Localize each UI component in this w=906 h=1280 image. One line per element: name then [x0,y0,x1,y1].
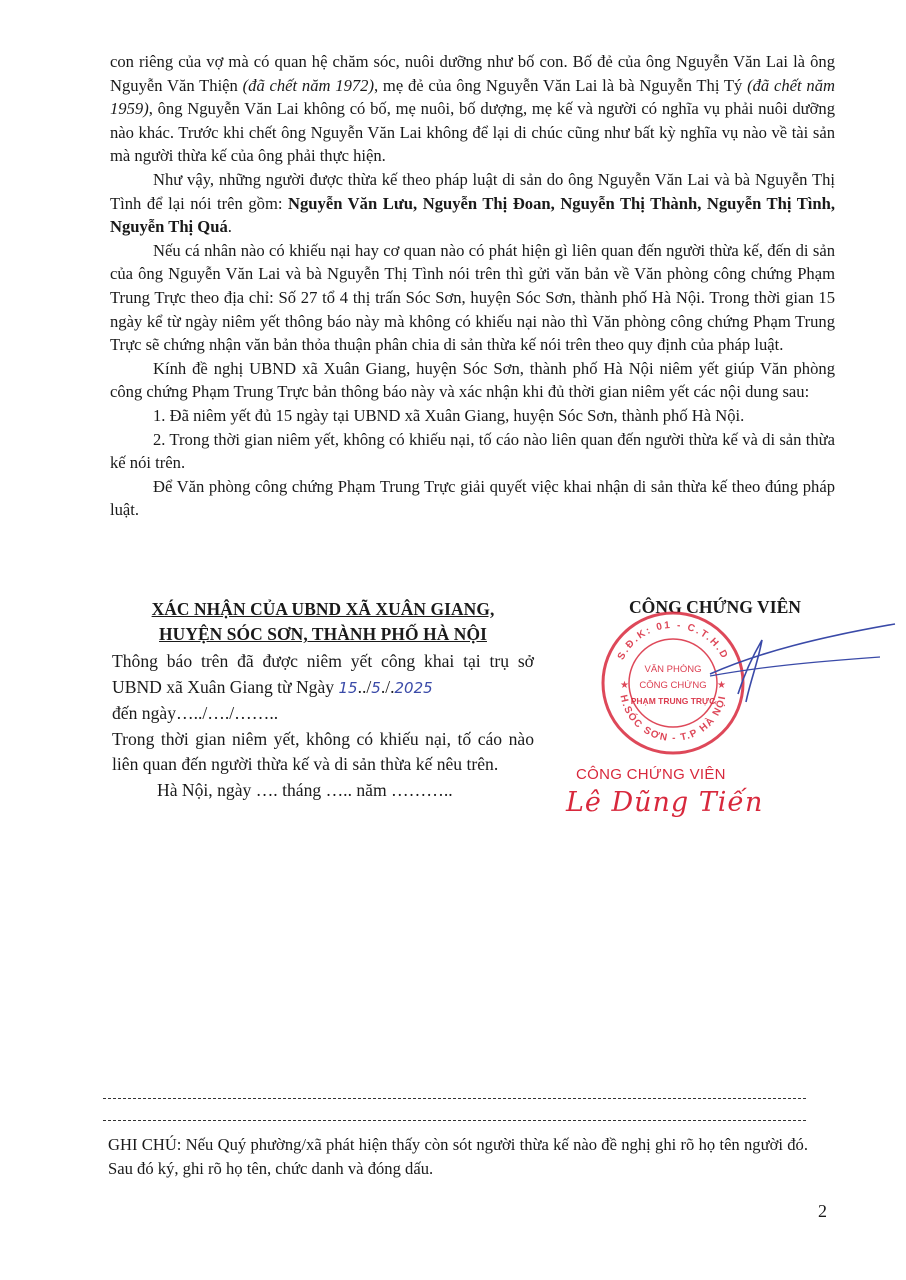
stamp-bottom-text: H.SÓC SƠN - T.P HÀ NỘI [617,693,729,745]
para2-end: . [227,217,232,237]
date-sep-1: ../ [357,676,372,697]
confirmation-no-complaint: Trong thời gian niêm yết, không có khiếu nại, tố cáo nào liên quan đến người thừa kế và di sản thừa kế nêu trên. [112,728,534,774]
stamp-notary-label: CÔNG CHỨNG VIÊN [576,766,726,783]
paragraph-closing: Để Văn phòng công chứng Phạm Trung Trực giải quyết việc khai nhận di sản thừa kế theo đúng pháp luật. [110,476,835,520]
confirmation-heading-line2: HUYỆN SÓC SƠN, THÀNH PHỐ HÀ NỘI [159,624,487,644]
stamp-line-1: VĂN PHÒNG [644,664,702,675]
page-number: 2 [818,1201,827,1221]
paragraph-family [110,50,835,168]
stamp-line-3: PHẠM TRUNG TRỰC [630,696,716,706]
para1-text-c: , mẹ đẻ của ông Nguyễn Văn Lai là bà Nguyễn Thị Tý [374,75,748,95]
confirmation-posted-text: Thông báo trên đã được niêm yết công khai tại trụ sở UBND xã Xuân Giang từ Ngày [112,651,534,697]
handwritten-year: 2025 [394,678,433,697]
para2-text: Như vậy, những người được thừa kế theo pháp luật di sản do ông Nguyễn Văn Lai và bà Nguyễn Thị Tình để lại nói trên gồm: [110,169,835,213]
svg-text:★: ★ [717,680,726,691]
confirmation-date-line: Hà Nội, ngày …. tháng ….. năm ……….. [157,779,453,800]
body-text [110,50,835,522]
separator-line-2 [103,1120,806,1121]
heirs-list: Nguyễn Văn Lưu, Nguyễn Thị Đoan, Nguyễn Thị Thành, Nguyễn Thị Tình, Nguyễn Thị Quá [110,193,835,237]
svg-text:★: ★ [620,680,629,691]
request-item-2: 2. Trong thời gian niêm yết, không có khiếu nại, tố cáo nào liên quan đến người thừa kế và di sản thừa kế nói trên. [110,429,835,473]
paragraph-request: Kính đề nghị UBND xã Xuân Giang, huyện Sóc Sơn, thành phố Hà Nội niêm yết giúp Văn phòng công chứng Phạm Trung Trực bản thông báo này và xác nhận khi đủ thời gian niêm yết các nội dung sau: [110,358,835,402]
handwritten-day: 15 [338,678,358,697]
notary-title: CÔNG CHỨNG VIÊN [628,597,802,617]
date-sep-2: ./. [380,676,395,697]
confirmation-end-date: đến ngày…../…./…….. [112,703,279,723]
notary-signature-name: Lê Dũng Tiến [566,787,764,818]
para1-death-mother: (đã chết năm 1959) [110,75,835,119]
signature-pen-stroke [650,612,900,712]
stamp-line-2: CÔNG CHỨNG [639,680,707,691]
separator-line-1 [103,1098,806,1099]
stamp-top-text: S.Đ.K: 01 - C.T.H.D [615,619,731,662]
commune-confirmation [112,597,534,803]
confirmation-heading [112,597,534,647]
para1-text-a: con riêng của vợ mà có quan hệ chăm sóc, nuôi dưỡng như bố con. Bố đẻ của ông Nguyễn Văn Lai là ông Nguyễn Văn Thiện [110,52,835,95]
para1-death-father: (đã chết năm 1972) [242,75,374,95]
paragraph-heirs [110,168,835,239]
confirmation-posted [112,649,534,701]
para1-text-e: , ông Nguyễn Văn Lai không có bố, mẹ nuôi, bố dượng, mẹ kế và người có nghĩa vụ phải nuôi dưỡng nào khác. Trước khi chết ông Nguyễn Văn Lai không để lại di chúc cũng như bất kỳ nghĩa vụ nào về tài sản mà người thừa kế của ông phải thực hiện. [110,99,835,166]
handwritten-month: 5 [371,678,381,697]
paragraph-complaint: Nếu cá nhân nào có khiếu nại hay cơ quan nào có phát hiện gì liên quan đến người thừa kế, đến di sản của ông Nguyễn Văn Lai và bà Nguyễn Thị Tình nói trên thì gửi văn bản về Văn phòng công chứng Phạm Trung Trực theo địa chỉ: Số 27 tổ 4 thị trấn Sóc Sơn, huyện Sóc Sơn, thành phố Hà Nội. Trong thời gian 15 ngày kể từ ngày niêm yết thông báo này mà không có khiếu nại nào thì Văn phòng công chứng Phạm Trung Trực sẽ chứng nhận văn bản thỏa thuận phân chia di sản thừa kế nói trên theo quy định của pháp luật. [110,240,835,355]
confirmation-heading-line1: XÁC NHẬN CỦA UBND XÃ XUÂN GIANG, [151,599,495,619]
footer-note: GHI CHÚ: Nếu Quý phường/xã phát hiện thấy còn sót người thừa kế nào đề nghị ghi rõ họ tên người đó. Sau đó ký, ghi rõ họ tên, chức danh và đóng dấu. [108,1135,808,1178]
request-item-1: 1. Đã niêm yết đủ 15 ngày tại UBND xã Xuân Giang, huyện Sóc Sơn, thành phố Hà Nội. [153,405,745,425]
